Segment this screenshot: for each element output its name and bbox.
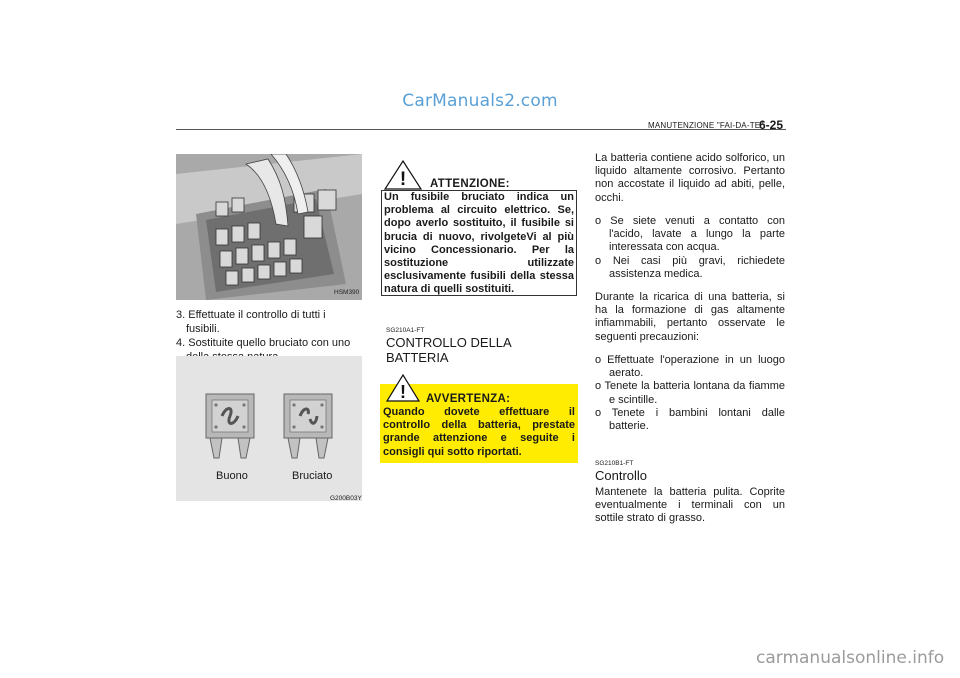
fuse-good-label: Buono: [216, 470, 248, 482]
section-title: [386, 335, 576, 365]
fuse-box-illustration: [176, 154, 362, 300]
caution-triangle-icon: [386, 374, 420, 407]
warning-triangle-icon: [384, 160, 422, 195]
fuse-box-photo: [176, 154, 362, 300]
blown-fuse-icon: [284, 394, 332, 458]
charging-precautions: [595, 354, 785, 433]
warning-body: Un fusibile bruciato indica un problema al circuito elettrico. Se, dopo averlo sostituito, il fusibile si brucia di nuovo, rivolgeteVi al più vicino Concessionario. Per la sostituzione utilizzate esclusivamente fusibili della stessa natura di quelli sostituiti.: [384, 191, 574, 296]
caution-body: Quando dovete effettuare il controllo della batteria, prestate grande attenzione e seguite i consigli qui sotto riportati.: [383, 406, 575, 458]
step-3: 3. Effettuate il controllo di tutti i fusibili.: [176, 309, 326, 335]
section-title-line1: CONTROLLO DELLA: [386, 335, 512, 350]
list-item: o Tenete i bambini lontani dalle batterie.: [595, 406, 785, 433]
list-item: o Effettuate l'operazione in un luogo aerato.: [595, 354, 785, 380]
fuse-illustration: [176, 356, 362, 501]
acid-precautions: [595, 215, 785, 281]
list-item: o Se siete venuti a contatto con l'acido, lavate a lungo la parte interessata con acqua.: [595, 215, 785, 254]
watermark-top: CarManuals2.com: [402, 91, 558, 111]
svg-text:!: !: [399, 169, 407, 190]
warning-title: ATTENZIONE:: [430, 178, 510, 190]
subsection-body: Mantenete la batteria pulita. Coprite eventualmente i terminali con un sottile strato di grasso.: [595, 486, 785, 525]
list-item: o Nei casi più gravi, richiedete assistenza medica.: [595, 254, 785, 280]
subsection-code: SG210B1-FT: [595, 460, 634, 467]
section-code: SG210A1-FT: [386, 327, 425, 334]
subsection-title: Controllo: [595, 468, 648, 483]
caution-title: AVVERTENZA:: [426, 393, 511, 405]
page-number: 6-25: [759, 118, 784, 132]
photo-code: HSM390: [334, 289, 360, 296]
watermark-bottom: carmanualsonline.info: [756, 648, 945, 668]
step-4: 4. Sostituite quello bruciato con uno: [176, 337, 351, 349]
charging-paragraph: Durante la ricarica di una batteria, si ha la formazione di gas altamente infiammabili, pertanto osservate le seguenti precauzioni:: [595, 291, 785, 343]
svg-text:!: !: [400, 382, 406, 402]
fuse-comparison-figure: [176, 356, 362, 501]
header-section: MANUTENZIONE "FAI-DA-TE": [648, 121, 764, 130]
fuse-blown-label: Bruciato: [292, 470, 333, 482]
battery-intro: La batteria contiene acido solforico, un liquido altamente corrosivo. Pertanto non accostate il liquido ad abiti, pelle, occhi.: [595, 152, 785, 204]
section-title-line2: BATTERIA: [386, 350, 449, 365]
fuse-figure-code: G200B03Y: [330, 495, 362, 502]
good-fuse-icon: [206, 394, 254, 458]
list-item: o Tenete la batteria lontana da fiamme e scintille.: [595, 380, 785, 406]
